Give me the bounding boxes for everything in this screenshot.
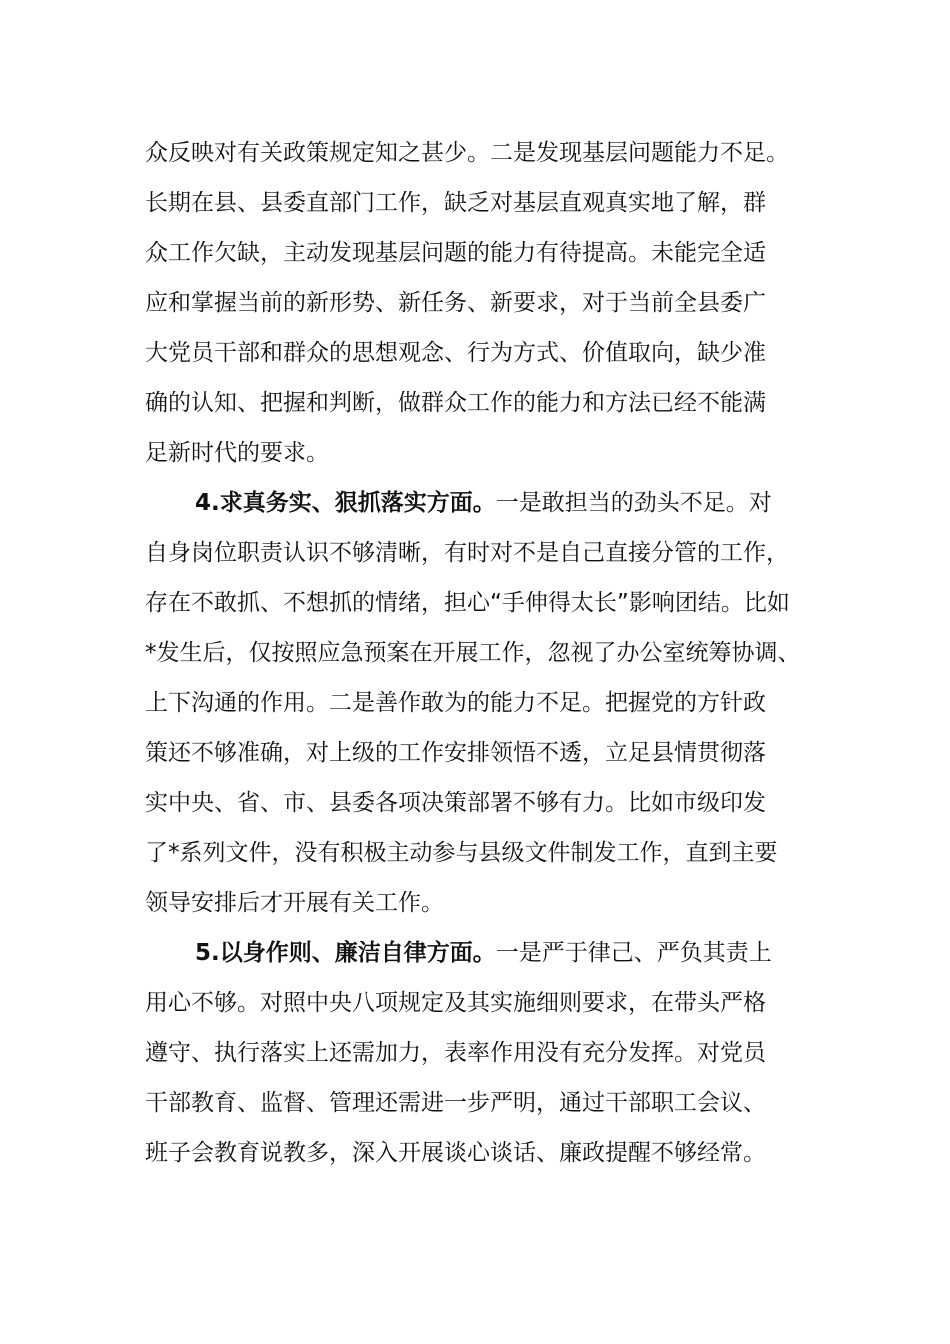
paragraph-first-line-text: 一是敢担当的劲头不足。对 bbox=[495, 490, 772, 516]
paragraph-line: 了*系列文件，没有积极主动参与县级文件制发工作，直到主要 bbox=[145, 840, 778, 866]
paragraph-line: 足新时代的要求。 bbox=[145, 440, 329, 466]
paragraph-line: 策还不够准确，对上级的工作安排领悟不透，立足县情贯彻落 bbox=[145, 740, 766, 766]
paragraph-line: 领导安排后才开展有关工作。 bbox=[145, 890, 444, 916]
section-heading-4: 4.求真务实、狠抓落实方面。 bbox=[195, 490, 496, 516]
paragraph-line: 众工作欠缺，主动发现基层问题的能力有待提高。未能完全适 bbox=[145, 240, 766, 266]
document-body bbox=[145, 128, 813, 1178]
paragraph-3 bbox=[145, 928, 813, 1178]
paragraph-line: 确的认知、把握和判断，做群众工作的能力和方法已经不能满 bbox=[145, 390, 766, 416]
paragraph-line: 大党员干部和群众的思想观念、行为方式、价值取向，缺少准 bbox=[145, 340, 766, 366]
paragraph-line: 干部教育、监督、管理还需进一步严明，通过干部职工会议、 bbox=[145, 1090, 766, 1116]
paragraph-line: 长期在县、县委直部门工作，缺乏对基层直观真实地了解，群 bbox=[145, 190, 766, 216]
paragraph-line: 自身岗位职责认识不够清晰，有时对不是自己直接分管的工作， bbox=[145, 540, 789, 566]
paragraph-line: 遵守、执行落实上还需加力，表率作用没有充分发挥。对党员 bbox=[145, 1040, 766, 1066]
paragraph-line: 实中央、省、市、县委各项决策部署不够有力。比如市级印发 bbox=[145, 790, 766, 816]
paragraph-first-line-text: 一是严于律己、严负其责上 bbox=[495, 940, 772, 966]
section-heading-5: 5.以身作则、廉洁自律方面。 bbox=[195, 940, 496, 966]
paragraph-line: *发生后，仅按照应急预案在开展工作，忽视了办公室统筹协调、 bbox=[145, 640, 801, 666]
paragraph-first-line bbox=[145, 478, 813, 528]
paragraph-first-line bbox=[145, 928, 813, 978]
paragraph-line: 上下沟通的作用。二是善作敢为的能力不足。把握党的方针政 bbox=[145, 690, 766, 716]
paragraph-line: 存在不敢抓、不想抓的情绪，担心“手伸得太长”影响团结。比如 bbox=[145, 590, 790, 616]
paragraph-1 bbox=[145, 128, 813, 478]
paragraph-2 bbox=[145, 478, 813, 928]
paragraph-line: 应和掌握当前的新形势、新任务、新要求，对于当前全县委广 bbox=[145, 290, 766, 316]
paragraph-line: 班子会教育说教多，深入开展谈心谈话、廉政提醒不够经常。 bbox=[145, 1140, 766, 1166]
paragraph-line: 众反映对有关政策规定知之甚少。二是发现基层问题能力不足。 bbox=[145, 140, 789, 166]
paragraph-line: 用心不够。对照中央八项规定及其实施细则要求，在带头严格 bbox=[145, 990, 766, 1016]
